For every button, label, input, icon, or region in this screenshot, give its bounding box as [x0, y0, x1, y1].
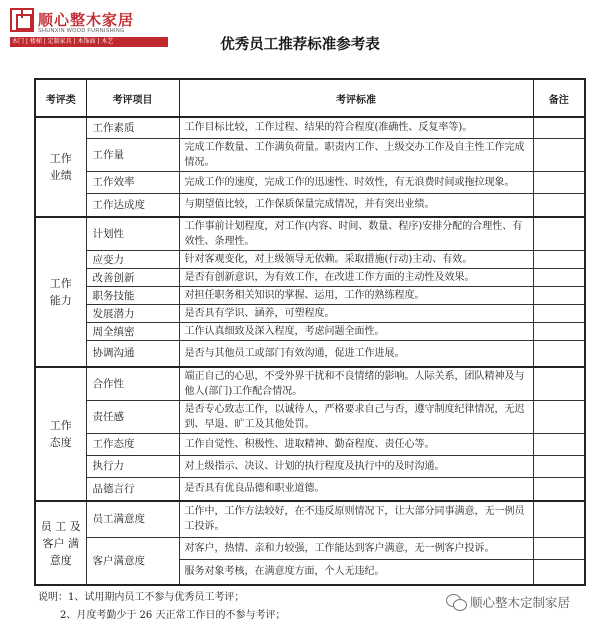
standard-cell: 是否专心致志工作，以诚待人，严格要求自己与否，遵守制度纪律情况，无迟到、早退、旷工及其他处罚。 — [179, 400, 533, 433]
standard-cell: 是否具有优良品德和职业道德。 — [179, 477, 533, 501]
table-row — [35, 323, 585, 341]
table-row — [35, 138, 585, 171]
remarks-cell — [533, 217, 585, 251]
remarks-cell — [533, 323, 585, 341]
table-row — [35, 477, 585, 501]
header-category: 考评类 — [35, 79, 86, 117]
standard-cell: 工作中，工作方法较好，在不违反原则情况下，让大部分同事满意，无一例员工投诉。 — [179, 501, 533, 537]
table-row — [35, 171, 585, 193]
remarks-cell — [533, 117, 585, 138]
table-row — [35, 287, 585, 305]
item-cell: 责任感 — [86, 400, 179, 433]
item-cell: 改善创新 — [86, 269, 179, 287]
table-row — [35, 305, 585, 323]
standard-cell: 对客户，热情、亲和力较强，工作能达到客户满意，无一例客户投诉。 — [179, 537, 533, 559]
standard-cell: 工作自觉性、积极性、进取精神、勤奋程度、责任心等。 — [179, 433, 533, 455]
table-row — [35, 367, 585, 401]
item-cell: 员工满意度 — [86, 501, 179, 537]
remarks-cell — [533, 477, 585, 501]
table-row — [35, 217, 585, 251]
remarks-cell — [533, 501, 585, 537]
table-row — [35, 117, 585, 138]
item-cell: 工作达成度 — [86, 193, 179, 217]
category-cell — [35, 217, 86, 367]
table-row — [35, 193, 585, 217]
category-cell — [35, 117, 86, 217]
table-header-row — [35, 79, 585, 117]
item-cell: 工作效率 — [86, 171, 179, 193]
table-row — [35, 433, 585, 455]
brand-tags: 木门 | 楼梯 | 定制家具 | 木饰面 | 木艺 — [10, 37, 168, 47]
standard-cell: 工作认真细致及深入程度，考虑问题全面性。 — [179, 323, 533, 341]
note-line-1: 说明：1、试用期内员工不参与优秀员工考评； — [38, 592, 245, 603]
item-cell: 计划性 — [86, 217, 179, 251]
item-cell: 周全缜密 — [86, 323, 179, 341]
footnotes — [38, 589, 285, 625]
category-label: 工作 能力 — [49, 276, 72, 307]
remarks-cell — [533, 138, 585, 171]
remarks-cell — [533, 367, 585, 401]
remarks-cell — [533, 171, 585, 193]
standard-cell: 工作事前计划程度，对工作(内容、时间、数量、程序)安排分配的合理性、有效性、条理性。 — [179, 217, 533, 251]
standard-cell: 服务对象考核，在满意度方面，个人无违纪。 — [179, 559, 533, 585]
table-row — [35, 537, 585, 559]
criteria-table — [34, 78, 586, 586]
remarks-cell — [533, 305, 585, 323]
table-row — [35, 400, 585, 433]
standard-cell: 完成工作的速度，完成工作的迅速性、时效性，有无浪费时间或拖拉现象。 — [179, 171, 533, 193]
category-cell — [35, 367, 86, 502]
item-cell: 发展潜力 — [86, 305, 179, 323]
remarks-cell — [533, 455, 585, 477]
item-cell: 协调沟通 — [86, 341, 179, 367]
item-cell: 客户满意度 — [86, 537, 179, 585]
page-title: 优秀员工推荐标准参考表 — [220, 37, 380, 53]
remarks-cell — [533, 269, 585, 287]
watermark — [446, 593, 570, 611]
standard-cell: 是否具有学识、涵养，可塑程度。 — [179, 305, 533, 323]
item-cell: 工作素质 — [86, 117, 179, 138]
category-label: 员 工 及 客户 满 意度 — [40, 519, 81, 567]
table-row — [35, 501, 585, 537]
category-label: 工作 业绩 — [49, 152, 72, 182]
remarks-cell — [533, 433, 585, 455]
item-cell: 工作量 — [86, 138, 179, 171]
standard-cell: 完成工作数量、工作满负荷量。职责内工作、上级交办工作及自主性工作完成情况。 — [179, 138, 533, 171]
standard-cell: 是否有创新意识，为有效工作，在改进工作方面的主动性及效果。 — [179, 269, 533, 287]
item-cell: 工作态度 — [86, 433, 179, 455]
item-cell: 应变力 — [86, 251, 179, 269]
remarks-cell — [533, 251, 585, 269]
standard-cell: 工作目标比较，工作过程、结果的符合程度(准确性、反复率等)。 — [179, 117, 533, 138]
table-row — [35, 341, 585, 367]
note-line-2: 2、月度考勤少于 26 天正常工作日的不参与考评； — [60, 610, 286, 621]
remarks-cell — [533, 537, 585, 559]
brand-name-en: SHUNXIN WOOD FURNISHING — [38, 28, 125, 34]
wechat-icon — [446, 594, 466, 611]
remarks-cell — [533, 287, 585, 305]
category-cell — [35, 501, 86, 585]
item-cell: 执行力 — [86, 455, 179, 477]
standard-cell: 针对客观变化，对上级领导无依赖。采取措施(行动)主动、有效。 — [179, 251, 533, 269]
standard-cell: 端正自己的心思，不受外界干扰和不良情绪的影响。人际关系，团队精神及与他人(部门)工作配合情况。 — [179, 367, 533, 401]
remarks-cell — [533, 559, 585, 585]
watermark-text: 顺心整木定制家居 — [470, 595, 571, 610]
table-row — [35, 269, 585, 287]
standard-cell: 对担任职务相关知识的掌握、运用，工作的熟练程度。 — [179, 287, 533, 305]
remarks-cell — [533, 400, 585, 433]
category-label: 工作 态度 — [49, 418, 72, 449]
standard-cell: 对上级指示、决议、计划的执行程度及执行中的及时沟通。 — [179, 455, 533, 477]
table-row — [35, 455, 585, 477]
remarks-cell — [533, 193, 585, 217]
header-item: 考评项目 — [86, 79, 179, 117]
brand-name: 顺心整木家居 — [38, 11, 135, 29]
item-cell: 品德言行 — [86, 477, 179, 501]
header-remarks: 备注 — [533, 79, 585, 117]
item-cell: 合作性 — [86, 367, 179, 401]
table-row — [35, 251, 585, 269]
remarks-cell — [533, 341, 585, 367]
item-cell: 职务技能 — [86, 287, 179, 305]
standard-cell: 与期望值比较，工作保质保量完成情况，并有突出业绩。 — [179, 193, 533, 217]
header-standard: 考评标准 — [179, 79, 533, 117]
logo-mark-icon — [10, 8, 34, 32]
standard-cell: 是否与其他员工或部门有效沟通，促进工作进展。 — [179, 341, 533, 367]
